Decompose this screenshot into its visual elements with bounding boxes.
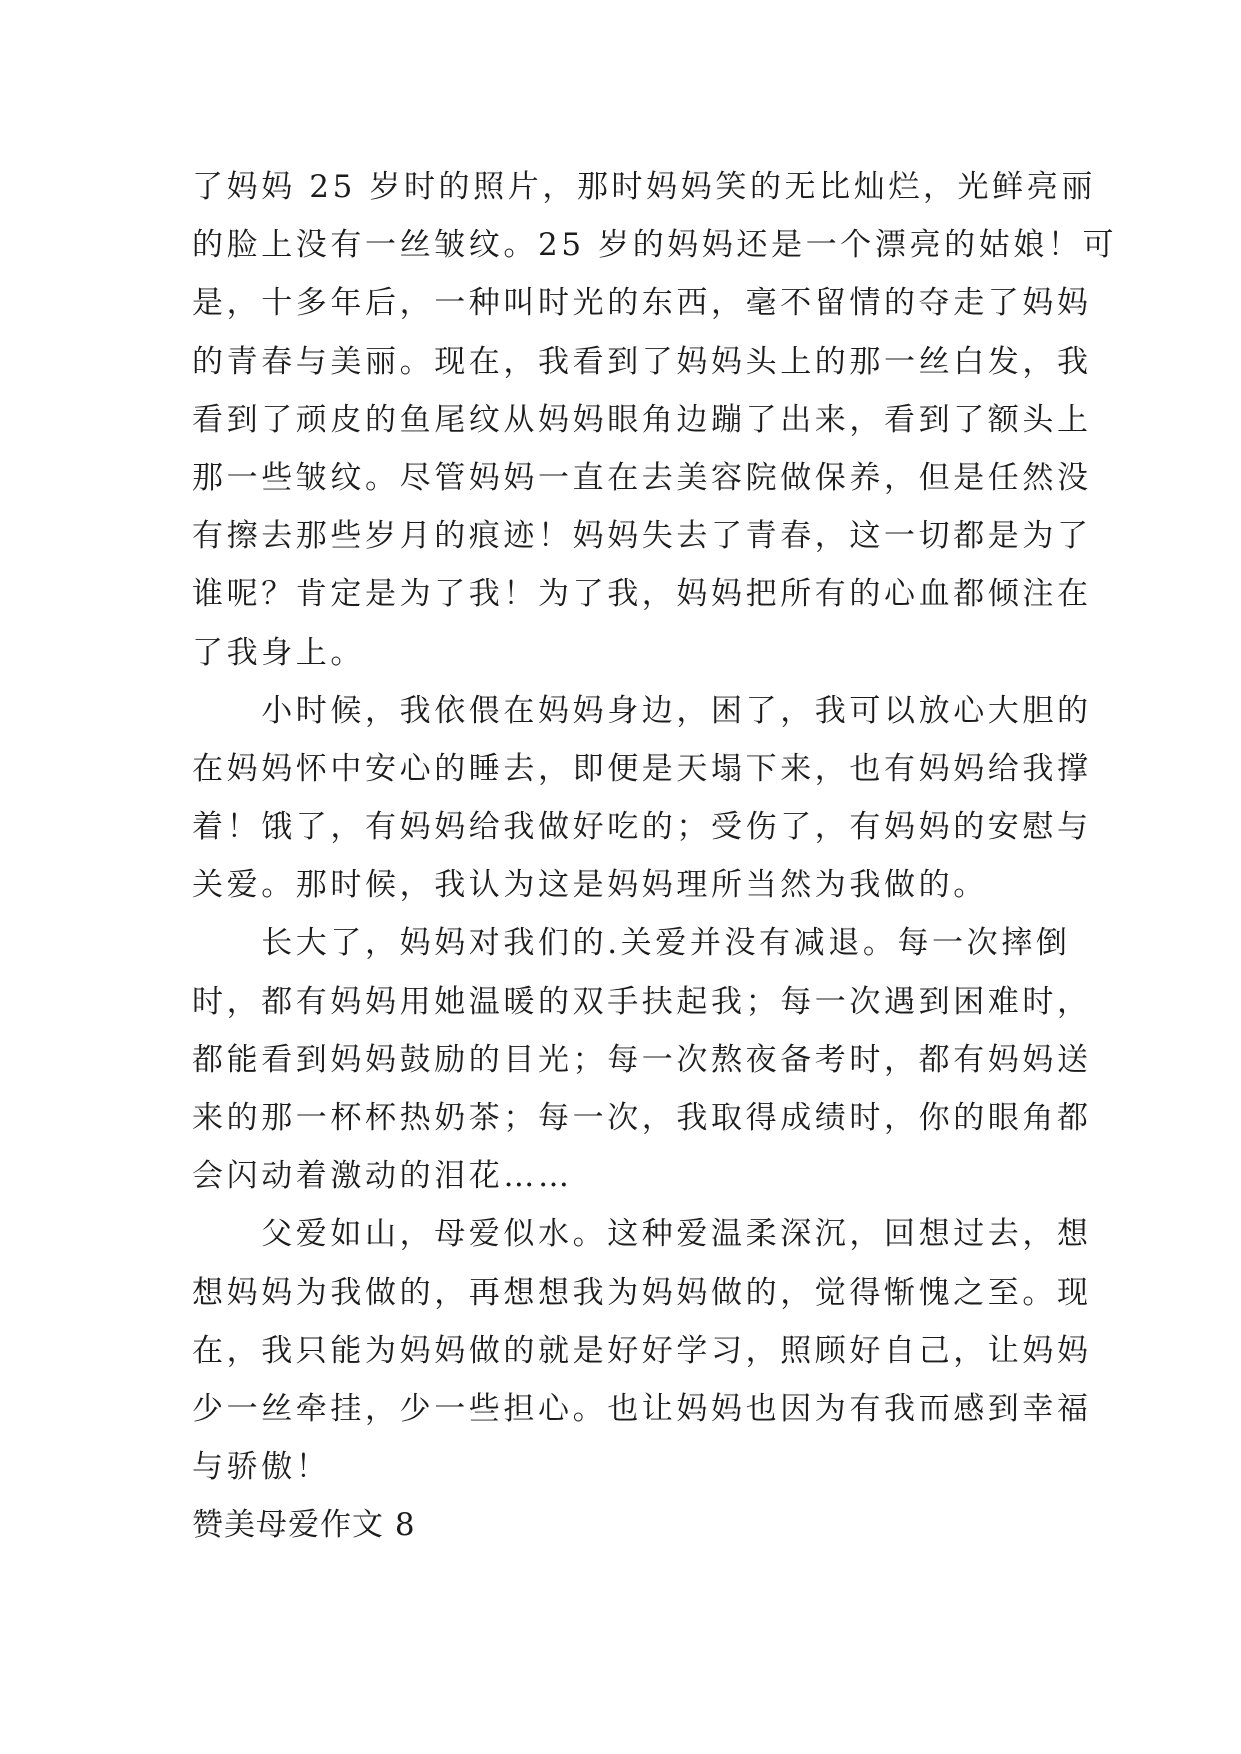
text-line: 了妈妈 25 岁时的照片，那时妈妈笑的无比灿烂，光鲜亮丽 xyxy=(192,169,1096,205)
text-line: 父爱如山，母爱似水。这种爱温柔深沉，回想过去，想 xyxy=(192,1216,1092,1253)
text-line: 在妈妈怀中安心的睡去，即便是天塌下来，也有妈妈给我撑 xyxy=(192,750,1092,787)
text-line: 关爱。那时候，我认为这是妈妈理所当然为我做的。 xyxy=(192,867,988,904)
text-line: 的脸上没有一丝皱纹。25 岁的妈妈还是一个漂亮的姑娘！可 xyxy=(192,227,1118,264)
text-line: 小时候，我依偎在妈妈身边，困了，我可以放心大胆的 xyxy=(192,692,1092,729)
text-line: 着！饿了，有妈妈给我做好吃的；受伤了，有妈妈的安慰与 xyxy=(192,809,1092,846)
text-line: 想妈妈为我做的，再想想我为妈妈做的，觉得惭愧之至。现 xyxy=(192,1274,1092,1311)
text-line: 那一些皱纹。尽管妈妈一直在去美容院做保养，但是任然没 xyxy=(192,459,1092,496)
text-line: 会闪动着激动的泪花…… xyxy=(192,1158,573,1195)
article-body xyxy=(192,158,1118,1555)
text-line: 都能看到妈妈鼓励的目光；每一次熬夜备考时，都有妈妈送 xyxy=(192,1041,1092,1078)
text-line: 少一丝牵挂，少一些担心。也让妈妈也因为有我而感到幸福 xyxy=(192,1390,1092,1427)
text-line: 在，我只能为妈妈做的就是好好学习，照顾好自己，让妈妈 xyxy=(192,1332,1092,1369)
text-line: 看到了顽皮的鱼尾纹从妈妈眼角边蹦了出来，看到了额头上 xyxy=(192,401,1092,438)
text-line: 谁呢？肯定是为了我！为了我，妈妈把所有的心血都倾注在 xyxy=(192,576,1092,613)
section-heading: 赞美母爱作文 8 xyxy=(192,1507,416,1544)
text-line: 有擦去那些岁月的痕迹！妈妈失去了青春，这一切都是为了 xyxy=(192,518,1092,555)
text-line: 是，十多年后，一种叫时光的东西，毫不留情的夺走了妈妈 xyxy=(192,285,1092,322)
text-line: 时，都有妈妈用她温暖的双手扶起我；每一次遇到困难时， xyxy=(192,983,1092,1020)
text-line: 的青春与美丽。现在，我看到了妈妈头上的那一丝白发，我 xyxy=(192,343,1092,380)
text-line: 长大了，妈妈对我们的.关爱并没有减退。每一次摔倒 xyxy=(192,925,1071,962)
text-line: 来的那一杯杯热奶茶；每一次，我取得成绩时，你的眼角都 xyxy=(192,1100,1092,1136)
text-line: 与骄傲！ xyxy=(192,1449,331,1486)
text-line: 了我身上。 xyxy=(192,634,365,671)
